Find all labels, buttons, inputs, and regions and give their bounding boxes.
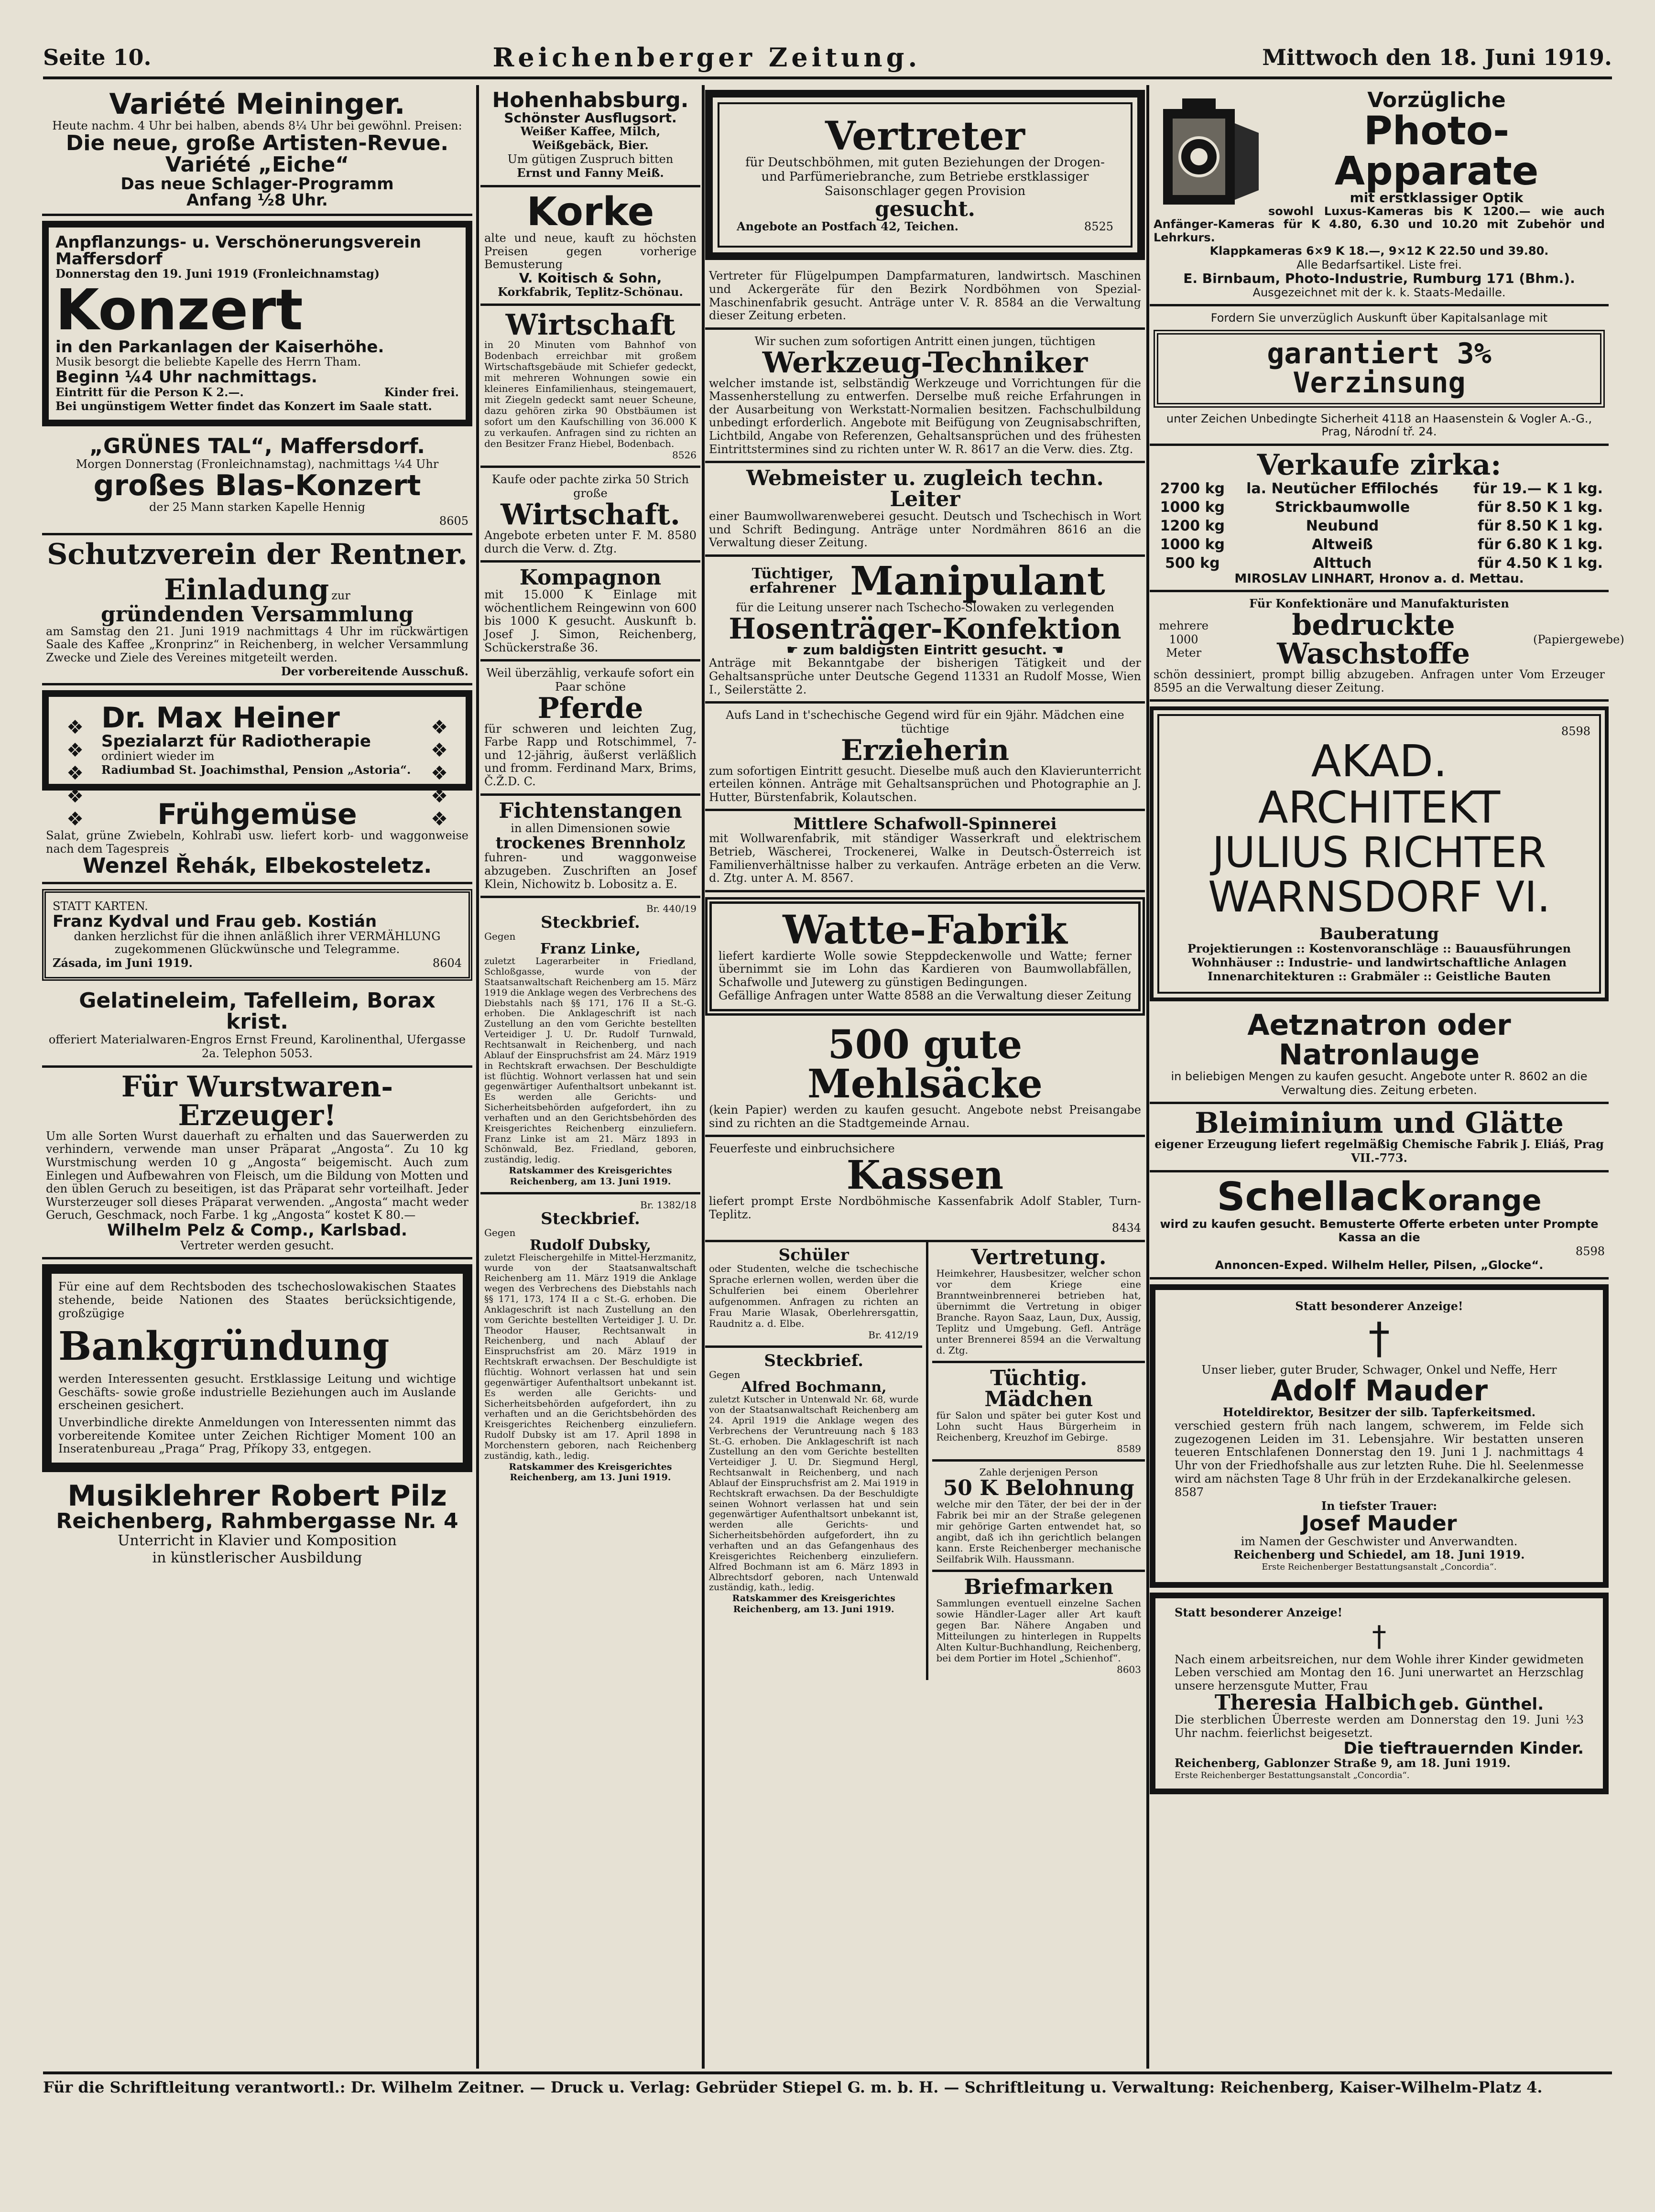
ad-row <box>55 386 459 400</box>
price-cell-item: la. Neutücher Effilochés <box>1246 480 1438 497</box>
ad-fruehgemuese <box>42 795 472 884</box>
cross-icon: † <box>1372 1619 1386 1653</box>
ad-text: Morgen Donnerstag (Fronleichnamstag), nachmittags ¼4 Uhr <box>76 457 439 471</box>
notice-steckbrief-3 <box>705 1348 922 1620</box>
price-cell-item: Neubund <box>1306 517 1379 534</box>
ad-title: Bankgründung <box>58 1323 390 1370</box>
interest-box <box>1154 330 1605 407</box>
ad-headline: orange <box>1427 1183 1542 1217</box>
ad-photo-apparate <box>1150 85 1609 306</box>
ad-text: liefert kardierte Wolle sowie Steppdeckenwolle und Watte; ferner übernimmt sie im Lohn das Kardieren von Baumwollabfällen, Schafwolle und Jutewerg zu günstigen Bedingungen. <box>719 949 1132 989</box>
ad-watte-fabrik <box>705 897 1145 1016</box>
ad-title: Watte-Fabrik <box>783 907 1067 953</box>
price-row <box>1154 479 1605 498</box>
newspaper-title: Reichenberger Zeitung. <box>492 42 921 73</box>
ad-text: Projektierungen :: Kostenvoranschläge :: Bauausführungen <box>1187 942 1571 956</box>
ad-text: Angebote an Postfach 42, Teichen. <box>737 219 959 233</box>
pointing-hand-icon: ☚ <box>1047 641 1064 658</box>
ad-text: Unterricht in Klavier und Komposition <box>118 1532 397 1549</box>
imprint: Für die Schriftleitung verantwortl.: Dr. Wilhelm Zeitner. — Druck u. Verlag: Gebrüder Stiepel G. m. b. H. — Schriftleitung u. Verwaltung: Reichenberg, Kaiser-Wilhelm-Platz 4. <box>43 2078 1543 2096</box>
column-3 <box>705 85 1145 2069</box>
cross-icon: † <box>1368 1313 1390 1364</box>
ad-statt-karten <box>42 889 472 980</box>
page-number: Seite 10. <box>43 44 152 70</box>
ad-text: Aufs Land in t'schechische Gegend wird für ein 9jähr. Mädchen eine tüchtige <box>726 708 1124 736</box>
ad-bankgruendung <box>42 1264 472 1472</box>
ad-title: Musiklehrer Robert Pilz <box>67 1479 447 1513</box>
ad-number: 8603 <box>1117 1664 1141 1676</box>
ad-fluegelpumpen <box>705 265 1145 329</box>
ad-text: der 25 Mann starken Kapelle Hennig <box>149 500 365 514</box>
ad-title: Schellack <box>1217 1174 1426 1220</box>
ad-title: Variété Meininger. <box>109 87 405 121</box>
ad-erzieherin <box>705 704 1145 811</box>
ad-text: Anfang ½8 Uhr. <box>186 191 328 210</box>
price-cell-price: für 6.80 K 1 kg. <box>1478 536 1603 553</box>
small-ads-grid <box>705 1242 1145 1680</box>
ad-text: Donnerstag den 19. Juni 1919 (Fronleichnamstag) <box>55 267 380 281</box>
ad-title: Mittlere Schafwoll-Spinnerei <box>793 814 1057 834</box>
ad-text: Angebote erbeten unter F. M. 8580 durch die Verw. d. Ztg. <box>484 528 697 555</box>
ad-row <box>1154 1174 1605 1220</box>
ad-headline: Schönster Ausflugsort. <box>504 109 677 126</box>
column-rule <box>476 85 479 2069</box>
ad-text: Wohnhäuser :: Industrie- und landwirtschaftliche Anlagen <box>1191 955 1567 969</box>
notice-text: zuletzt Fleischergehilfe in Mittel-Herzmanitz, wurde von der Staatsanwaltschaft Reichenberg am 11. März 1919 die Anklage wegen des Verbrechens des Diebstahls nach §§ 171, 173, 174 II a c St.-G. erhoben. Die Anklageschrift ist nach Zustellung an den vom Gerichte bestellten Verteidiger J. U. Dr. Theodor Hauser, Rechtsanwalt in Reichenberg, und nach Ablauf der Einspruchsfrist am 20. März 1919 in Rechtskraft erwachsen. Der Beschuldigte ist flüchtig. Wohnort verlassen hat und sein gegenwärtiger Aufenthaltsort unbekannt ist. Es werden alle Gerichts- und Sicherheitsbehörden aufgefordert, ihn zu verhaften und an die Gerichtsbehörden des Kreisgerichtes Reichenberg einzuliefern. Rudolf Dubsky ist am 17. April 1898 in Morchenstern geboren, nach Reichenberg zuständig, kath., ledig. <box>484 1252 697 1461</box>
ad-text: Vertreter werden gesucht. <box>180 1238 334 1252</box>
ad-text: in allen Dimensionen sowie <box>511 821 670 835</box>
ad-title: Pferde <box>537 691 643 725</box>
ad-title: Korke <box>526 189 654 235</box>
price-cell-item: Alttuch <box>1313 554 1372 572</box>
notice-text: verschied gestern früh nach langem, schwerem, im Felde sich zugezogenen Leiden im 31. Lebensjahre. Wir bestatten unseren teueren Entschlafenen Donnerstag den 19. Juni 1 J. nachmittags 4 Uhr von der Friedhofshalle aus zur letzten Ruhe. Die hl. Seelenmesse wird am nächsten Tage 8 Uhr früh in der Erzdekanalkirche gelesen. <box>1175 1419 1584 1486</box>
notice-text: Statt besonderer Anzeige! <box>1175 1605 1343 1619</box>
ad-text: in künstlerischer Ausbildung <box>152 1549 362 1566</box>
notice-text: Statt besonderer Anzeige! <box>1295 1299 1463 1313</box>
ad-hohenhabsburg <box>480 85 700 187</box>
ad-title: ARCHITEKT <box>1258 781 1501 833</box>
ad-briefmarken <box>932 1572 1145 1680</box>
ad-title: Briefmarken <box>964 1575 1114 1600</box>
ad-text: Zahle derjenigen Person <box>979 1466 1098 1478</box>
ad-meininger <box>42 85 472 216</box>
ad-headline: Vorzügliche <box>1367 88 1506 112</box>
issue-date: Mittwoch den 18. Juni 1919. <box>1262 44 1612 70</box>
ad-signature: Der vorbereitende Ausschuß. <box>281 664 468 678</box>
notice-text: zuletzt Kutscher in Untenwald Nr. 68, wurde von der Staatsanwaltschaft Reichenberg am 24. April 1919 die Anklage wegen des Verbrechens der Veruntreuung nach § 183 St.-G. erhoben. Die Anklageschrift ist nach Zustellung an den vom Gerichte bestellten Verteidiger J. U. Dr. Siegmund Hergl, Rechtsanwalt in Reichenberg, und nach Ablauf der Einspruchsfrist am 2. Mai 1919 in Rechtskraft erwachsen. Da der Beschuldigte seinen Wohnort verlassen hat und sein gegenwärtiger Aufenthaltsort unbekannt ist, werden alle Gerichts- und Sicherheitsbehörden aufgefordert, ihn zu verhaften und an das Gefangenhaus des Kreisgerichtes Reichenberg einzuliefern. Alfred Bochmann ist am 6. März 1893 in Albrechtsdorf geboren, nach Untenwald zuständig, kath., ledig. <box>709 1394 919 1593</box>
ad-title: Bleiminium und Glätte <box>1195 1106 1564 1140</box>
notice-name: Rudolf Dubsky, <box>530 1236 651 1254</box>
ad-text: Um alle Sorten Wurst dauerhaft zu erhalten und das Sauerwerden zu verhindern, verwende man unser Präparat „Angosta“. Zu 10 kg Wurstmischung werden 10 g „Angosta“ beigemischt. Auch zum Einlegen und Aufbewahren von Fleisch, um die Bildung von Motten und den üblen Geruch zu beseitigen, ist das Präparat sehr vorteilhaft. Jeder Wursterzeuger soll dieses Präparat verwenden. „Angosta“ macht weder Geruch, Geschmack, noch Farbe. 1 kg „Angosta“ kostet K 80.— <box>46 1129 468 1222</box>
ad-maedchen <box>932 1363 1145 1462</box>
ad-manipulant <box>705 557 1145 704</box>
column-rule <box>702 85 705 2069</box>
notice-title: Steckbrief. <box>764 1351 864 1371</box>
notice-mauder <box>1150 1284 1609 1588</box>
ad-korke <box>480 187 700 306</box>
ad-text: Ausgezeichnet mit der k. k. Staats-Medaille. <box>1252 285 1506 299</box>
ad-title: Dr. Max Heiner <box>101 701 340 735</box>
ad-kompagnon <box>480 563 700 661</box>
ad-number: 8589 <box>1117 1443 1141 1455</box>
notice-text: im Namen der Geschwister und Anverwandten. <box>1241 1534 1518 1548</box>
column-2 <box>480 85 700 2069</box>
ad-waschstoffe <box>1150 592 1624 702</box>
ad-title: bedruckte Waschstoffe <box>1277 608 1470 671</box>
notice-name: Alfred Bochmann, <box>740 1379 887 1396</box>
notice-steckbrief-1 <box>480 898 700 1194</box>
ad-headline: Einladung <box>164 573 329 607</box>
small-ads-left <box>705 1242 928 1680</box>
ad-title: 500 gute Mehlsäcke <box>807 1022 1043 1107</box>
notice-text: Gegen <box>484 1226 516 1238</box>
notice-text: Nach einem arbeitsreichen, nur dem Wohle ihrer Kinder gewidmeten Leben verschied am Montag den 16. Juni unerwartet an Herzschlag unsere herzensgute Mutter, Frau <box>1175 1652 1584 1692</box>
ad-text: Für Konfektionäre und Manufakturisten <box>1249 596 1509 611</box>
ad-title: Webmeister u. zugleich techn. Leiter <box>746 466 1104 512</box>
ad-schellack <box>1150 1172 1609 1279</box>
notice-text: Erste Reichenberger Bestattungsanstalt „Concordia“. <box>1262 1562 1497 1572</box>
price-cell-qty: 2700 kg <box>1160 480 1225 497</box>
ad-title: Fichtenstangen <box>499 798 682 823</box>
ad-text: Anpflanzungs- u. Verschönerungsverein Maffersdorf <box>55 233 422 269</box>
notice-number: Br. 440/19 <box>646 903 697 915</box>
ad-headline: Das neue Schlager-Programm <box>120 174 394 194</box>
ad-title: Kompagnon <box>519 565 662 590</box>
ad-pferde <box>480 661 700 796</box>
ad-row <box>46 573 468 607</box>
ad-headline: Hosenträger-Konfektion <box>729 612 1121 646</box>
price-cell-price: für 8.50 K 1 kg. <box>1478 499 1603 516</box>
ad-text: Tüchtiger, erfahrener <box>749 565 836 596</box>
ad-text: (Papiergewebe) <box>1533 632 1624 646</box>
ad-text: mehrere 1000 Meter <box>1159 618 1209 660</box>
ad-wirtschaft-1 <box>480 306 700 468</box>
ad-text: ordiniert wieder im <box>101 749 215 763</box>
ad-title: Aetznatron oder <box>1247 1008 1511 1042</box>
column-4 <box>1150 85 1624 2069</box>
ad-text: liefert prompt Erste Nordböhmische Kassenfabrik Adolf Stabler, Turn-Teplitz. <box>709 1194 1141 1221</box>
notice-name: Franz Linke, <box>540 941 641 958</box>
ornament-border-icon: ❖ ❖ ❖ ❖ ❖ <box>431 716 448 831</box>
ad-schafwoll <box>705 811 1145 892</box>
ad-text: wird zu kaufen gesucht. Bemusterte Offerte erbeten unter Prompte Kassa an die <box>1160 1217 1599 1245</box>
notice-number: 8587 <box>1175 1486 1204 1499</box>
ad-vertreter <box>705 90 1145 260</box>
price-cell-price: für 8.50 K 1 kg. <box>1478 517 1603 534</box>
ad-headline: großes Blas-Konzert <box>93 468 421 502</box>
price-table <box>1154 479 1605 573</box>
ad-title: Kassen <box>846 1152 1004 1199</box>
ad-number: 8598 <box>1575 1245 1605 1258</box>
ad-text: welche mir den Täter, der bei der in der Fabrik bei mir an der Straße gelegenen mir gehörige Garten entwendet hat, so angibt, daß ich ihn gerichtlich belangen kann. Erste Reichenberger mechanische Seilfabrik Wilh. Haussmann. <box>936 1498 1141 1565</box>
ad-text: welcher imstande ist, selbständig Werkzeuge und Vorrichtungen für die Massenherstellung zu entwerfen. Derselbe muß reiche Erfahrungen in der Ausarbeitung von Werkstatt-Normalien besitzen. Fachschulbildung unbedingt erforderlich. Angebote mit Beifügung von Zeugnisabschriften, Lichtbild, Angabe von Referenzen, Gehaltsansprüchen und des frühesten Eintrittstermines sind zu richten unter W. R. 8617 an die Verw. dies. Ztg. <box>709 376 1141 456</box>
ad-title: Schutzverein der Rentner. <box>47 537 468 571</box>
ad-text: Annoncen-Exped. Wilhelm Heller, Pilsen, „Glocke“. <box>1215 1258 1544 1272</box>
ad-title: Werkzeug-Techniker <box>762 346 1088 380</box>
page-footer <box>43 2071 1612 2107</box>
ad-title: Verkaufe zirka: <box>1257 448 1502 482</box>
ad-text: Wir suchen zum sofortigen Antritt einen jungen, tüchtigen <box>754 334 1096 348</box>
ad-text: zum sofortigen Eintritt gesucht. Dieselbe muß auch den Klavierunterricht erteilen können. Anträge mit Gehaltsansprüchen und Photographie an J. Hutter, Bürstenfabrik, Kolautschen. <box>709 764 1141 804</box>
ad-architekt <box>1150 706 1609 1001</box>
ad-number: 8525 <box>1084 219 1113 233</box>
ad-headline: Bauberatung <box>1319 924 1439 944</box>
ad-konzert <box>42 221 472 426</box>
ad-text: unter Zeichen Unbedingte Sicherheit 4118 an Haasenstein & Vogler A.-G., Prag, Národní tř. 24. <box>1166 412 1592 439</box>
notice-halbich <box>1150 1593 1609 1794</box>
ad-text: STATT KARTEN. <box>53 900 148 913</box>
ad-kassen <box>705 1137 1145 1242</box>
page-header <box>43 38 1612 79</box>
notice-steckbrief-2 <box>480 1194 700 1488</box>
ad-mehlsaecke <box>705 1020 1145 1137</box>
notice-text: Unser lieber, guter Bruder, Schwager, Onkel und Neffe, Herr <box>1201 1363 1557 1377</box>
ad-headline: mit erstklassiger Optik <box>1350 190 1524 206</box>
column-1 <box>42 85 472 2069</box>
ad-text: schön dessiniert, prompt billig abzugeben. Anfragen unter Vom Erzeuger 8595 an die Verwaltung dieser Zeitung. <box>1154 668 1605 694</box>
price-row <box>1154 517 1605 535</box>
ad-title: Tüchtig. Mädchen <box>984 1366 1093 1412</box>
ad-title: Wirtschaft <box>505 308 675 342</box>
ad-text: zum baldigsten Eintritt gesucht. <box>803 641 1047 658</box>
ad-text: Gefällige Anfragen unter Watte 8588 an die Verwaltung dieser Zeitung <box>719 988 1132 1002</box>
ad-text: am Samstag den 21. Juni 1919 nachmittags 4 Uhr im rückwärtigen Saale des Kaffee „Kronprinz“ in Reichenberg, in welcher Versammlung Zwecke und Ziele des Vereines mitgeteilt werden. <box>46 624 468 664</box>
ad-headline: Reichenberg, Rahmbergasse Nr. 4 <box>56 1509 458 1533</box>
ad-text: Beginn ¼4 Uhr nachmittags. <box>55 368 317 387</box>
notice-row <box>1175 1692 1584 1713</box>
ad-title: WARNSDORF VI. <box>1208 872 1551 922</box>
ad-title: Wirtschaft. <box>501 498 680 531</box>
ad-text: eigener Erzeugung liefert regelmäßig Chemische Fabrik J. Eliáš, Prag VII.-773. <box>1154 1137 1604 1165</box>
ad-aetznatron <box>1150 1006 1609 1104</box>
price-cell-price: für 4.50 K 1 kg. <box>1478 554 1603 572</box>
ad-text: Bei ungünstigem Wetter findet das Konzert im Saale statt. <box>55 399 432 413</box>
ad-text: für Deutschböhmen, mit guten Beziehungen der Drogen- und Parfümeriebranche, zum Betriebe erstklassiger Saisonschlager gegen Provision <box>745 155 1105 198</box>
notice-text: zuletzt Lagerarbeiter in Friedland, Schloßgasse, wurde von der Staatsanwaltschaft Reichenberg am 15. März 1919 die Anklage wegen des Verbrechens des Diebstahls nach §§ 171, 176 II a St.-G. erhoben. Die Anklageschrift ist nach Zustellung an den vom Gerichte bestellten Verteidiger J. U. Dr. Rudolf Turnwald, Rechtsanwalt in Reichenberg, und nach Ablauf der Einspruchsfrist am 24. März 1919 in Rechtskraft erwachsen. Der Beschuldigte ist flüchtig. Wohnort verlassen hat und sein gegenwärtiger Aufenthaltsort unbekannt ist. Es werden alle Gerichts- und Sicherheitsbehörden aufgefordert, ihn zu verhaften und an den Gerichtsbehörden des Kreisgerichtes Reichenberg einzuliefern. Franz Linke ist am 21. März 1893 in Schönwald, Bez. Friedland, geboren, zuständig, ledig. <box>484 956 697 1165</box>
ad-text: Feuerfeste und einbruchsichere <box>709 1142 895 1156</box>
ad-text: Vertreter für Flügelpumpen Dampfarmaturen, landwirtsch. Maschinen und Ackergeräte für den Bezirk Nordböhmen von Spezial-Maschinenfabrik gesucht. Anträge unter V. R. 8584 an die Verwaltung dieser Zeitung erbeten. <box>709 269 1141 323</box>
notice-name: Theresia Halbich <box>1214 1691 1417 1715</box>
ad-number: 8598 <box>1561 725 1590 738</box>
notice-number: Br. 1382/18 <box>640 1199 697 1211</box>
price-cell-qty: 1000 kg <box>1160 499 1225 516</box>
ad-text: Heute nachm. 4 Uhr bei halben, abends 8¼ Uhr bei gewöhnl. Preisen: <box>52 119 462 133</box>
ad-title: Frühgemüse <box>157 797 357 831</box>
price-cell-price: für 19.— K 1 kg. <box>1473 480 1603 497</box>
ad-text: Kaufe oder pachte zirka 50 Strich große <box>491 473 689 500</box>
ad-kapitalsanlage <box>1150 306 1609 445</box>
ad-text: Korkfabrik, Teplitz-Schönau. <box>498 284 683 299</box>
price-row <box>1154 498 1605 517</box>
ad-wirtschaft-2 <box>480 468 700 563</box>
ad-title: garantiert 3% Verzinsung <box>1267 337 1492 400</box>
ad-headline: Variété „Eiche“ <box>165 152 349 177</box>
column-rule <box>1146 85 1149 2069</box>
price-cell-item: Altweiß <box>1312 536 1373 553</box>
ad-text: in beliebigen Mengen zu kaufen gesucht. Angebote unter R. 8602 an die Verwaltung dies. Zeitung erbeten. <box>1171 1069 1588 1097</box>
price-row <box>1154 535 1605 554</box>
notice-name: Adolf Mauder <box>1270 1374 1488 1408</box>
ad-text: Weißer Kaffee, Milch, Weißgebäck, Bier. <box>520 124 661 152</box>
ad-schutzverein <box>42 535 472 686</box>
ad-werkzeug-techniker <box>705 330 1145 463</box>
ad-row <box>709 558 1141 604</box>
ad-text: sowohl Luxus-Kameras bis K 1200.— wie auch Anfänger-Kameras für K 4.80, 6.30 und 10.20 mit Zubehör und Lehrkurs. <box>1154 204 1605 244</box>
ad-text: Weil überzählig, verkaufe sofort ein Paar schöne <box>486 666 695 694</box>
ad-headline: trockenes Brennholz <box>495 834 686 853</box>
notice-text: Reichenberg und Schiedel, am 18. Juni 1919. <box>1233 1548 1525 1562</box>
ad-text: Zásada, im Juni 1919. <box>53 955 193 970</box>
ad-headline: E. Birnbaum, Photo-Industrie, Rumburg 171 (Bhm.). <box>1183 271 1575 287</box>
small-ads-right <box>928 1242 1145 1680</box>
ad-title: Für Wurstwaren-Erzeuger! <box>121 1070 393 1132</box>
ad-text: Innenarchitekturen :: Grabmäler :: Geistliche Bauten <box>1208 969 1551 983</box>
ad-fichtenstangen <box>480 796 700 899</box>
ad-title: Schüler <box>778 1246 849 1265</box>
notice-text: Ratskammer des Kreisgerichtes Reichenberg, am 13. Juni 1919. <box>509 1461 672 1483</box>
ornament-border-icon: ❖ ❖ ❖ ❖ ❖ <box>66 716 84 831</box>
ad-musiklehrer <box>42 1477 472 1572</box>
ad-text: in den Parkanlagen der Kaiserhöhe. <box>55 337 384 357</box>
ad-text: offeriert Materialwaren-Engros Ernst Freund, Karolinenthal, Ufergasse 2a. Telephon 5053. <box>48 1033 466 1061</box>
ad-text: alte und neue, kauft zu höchsten Preisen gegen vorherige Bemusterung <box>484 231 697 271</box>
ad-text: für die Leitung unserer nach Tschecho-Slowaken zu verlegenden <box>736 600 1114 614</box>
ad-text: Anträge mit Bekanntgabe der bisherigen Tätigkeit und der Gehaltsansprüche unter Deutsche Gegend 11331 an Rudolf Mosse, Wien I., Seilerstätte 2. <box>709 656 1141 696</box>
ad-text: für Salon und später bei guter Kost und Lohn sucht Haus Bürgerheim in Reichenberg, Kreuzhof im Gebirge. <box>936 1410 1141 1443</box>
notice-text: Hoteldirektor, Besitzer der silb. Tapferkeitsmed. <box>1222 1405 1536 1420</box>
price-row <box>1154 554 1605 573</box>
ad-headline: Wenzel Řehák, Elbekosteletz. <box>82 854 432 878</box>
notice-text: Reichenberg, Gablonzer Straße 9, am 18. Juni 1919. <box>1175 1756 1511 1770</box>
ad-text: Salat, grüne Zwiebeln, Kohlrabi usw. liefert korb- und waggonweise nach dem Tagespreis <box>46 828 468 856</box>
ad-text: (kein Papier) werden zu kaufen gesucht. Angebote nebst Preisangabe sind zu richten an die Stadtgemeinde Arnau. <box>709 1103 1141 1130</box>
ad-number: 8434 <box>1111 1221 1141 1235</box>
ad-title: Manipulant <box>850 558 1105 604</box>
ad-text: Eintritt für die Person K 2.—. <box>55 385 244 399</box>
notice-text: Die sterblichen Überreste werden am Donnerstag den 19. Juni ½3 Uhr nachm. feierlichst beigesetzt. <box>1175 1713 1584 1740</box>
ad-title: JULIUS RICHTER <box>1212 828 1546 878</box>
price-cell-qty: 1000 kg <box>1160 536 1225 553</box>
ad-row <box>1154 608 1624 671</box>
ad-text: zur <box>331 588 350 602</box>
ad-text: Um gütigen Zuspruch bitten <box>507 152 674 166</box>
ad-text: werden Interessenten gesucht. Erstklassige Leitung und wichtige Geschäfts- sowie große industrielle Beziehungen auch im Auslande erscheinen gesichert. <box>58 1372 456 1412</box>
ad-text: mit 15.000 K Einlage mit wöchentlichem Reingewinn von 600 bis 1000 K gesucht. Auskunft b. Josef J. Simon, Reichenberg, Schückerstraße 36. <box>484 588 697 654</box>
ad-title: Vertretung. <box>971 1245 1107 1270</box>
ad-headline: AKAD. <box>1311 736 1448 787</box>
ad-gelatineleim <box>42 986 472 1068</box>
ad-belohnung <box>932 1462 1145 1572</box>
notice-text: Ratskammer des Kreisgerichtes Reichenberg, am 13. Juni 1919. <box>509 1165 672 1187</box>
ad-text: Heimkehrer, Hausbesitzer, welcher schon vor dem Kriege eine Branntweinbrennerei betrieben hat, übernimmt die Vertretung in obiger Branche. Rayon Saaz, Laun, Dux, Aussig, Teplitz und Umgebung. Gefl. Anträge unter Brennerei 8594 an die Verwaltung d. Ztg. <box>936 1268 1141 1356</box>
notice-text: Gegen <box>484 931 516 943</box>
ad-number: 8605 <box>439 514 468 528</box>
ad-vertretung <box>932 1242 1145 1363</box>
ad-text: Musik besorgt die beliebte Kapelle des Herrn Tham. <box>55 355 361 369</box>
ad-title: 50 K Belohnung <box>943 1476 1134 1501</box>
ad-gruenes-tal <box>42 431 472 535</box>
notice-text: In tiefster Trauer: <box>1321 1498 1437 1513</box>
ad-title: Gelatineleim, Tafelleim, Borax krist. <box>79 988 436 1034</box>
ad-text: oder Studenten, welche die tschechische Sprache erlernen wollen, werden über die Schulferien bei einem Oberlehrer aufgenommen. Anfragen zu richten an Frau Marie Wlasak, Oberlehrersgattin, Raudnitz a. d. Elbe. <box>709 1263 919 1330</box>
ad-headline: Franz Kydval und Frau geb. Kostián <box>53 911 377 931</box>
ad-text: einer Baumwollwarenweberei gesucht. Deutsch und Tschechisch in Wort und Schrift Bedingung. Anträge unter Nordmähren 8616 an die Verwaltung dieser Zeitung. <box>709 510 1141 550</box>
ad-headline: Spezialarzt für Radiotherapie <box>101 731 371 751</box>
ad-text: Kinder frei. <box>384 385 459 399</box>
ad-row <box>53 956 462 970</box>
ad-text: für schweren und leichten Zug, Farbe Rapp und Rotschimmel, 7- und 12-jährig, äußerst verläßlich und fromm. Ferdinand Marx, Brims, Č.Ž.D. C. <box>484 722 697 789</box>
ad-title: „GRÜNES TAL“, Maffersdorf. <box>89 434 425 459</box>
ad-headline: Wilhelm Pelz & Comp., Karlsbad. <box>107 1221 407 1240</box>
notice-text: Ratskammer des Kreisgerichtes Reichenberg, am 13. Juni 1919. <box>732 1593 895 1615</box>
ad-text: Sammlungen eventuell einzelne Sachen sowie Händler-Lager aller Art kauft gegen Bar. Nähere Angaben und Mitteilungen zu hinterlegen in Ruppelts Alten Kultur-Buchhandlung, Reichenberg, bei dem Portier im Hotel „Schienhof“. <box>936 1597 1141 1664</box>
ad-headline: gesucht. <box>875 196 975 221</box>
ad-headline: MIROSLAV LINHART, Hronov a. d. Mettau. <box>1234 571 1524 586</box>
ad-number: 8526 <box>672 449 697 461</box>
ad-headline: gründenden Versammlung <box>101 602 414 627</box>
ad-title: Hohenhabsburg. <box>492 88 689 112</box>
ad-text: Radiumbad St. Joachimsthal, Pension „Astoria“. <box>101 763 411 777</box>
ad-webmeister <box>705 463 1145 557</box>
ad-text: fuhren- und waggonweise abzugeben. Zuschriften an Josef Klein, Nichowitz b. Lobositz a. E. <box>484 851 697 891</box>
ad-title: Erzieherin <box>840 733 1010 767</box>
ad-text: Alle Bedarfsartikel. Liste frei. <box>1296 258 1462 272</box>
notice-title: Steckbrief. <box>541 1209 640 1228</box>
ad-text: Fordern Sie unverzüglich Auskunft über Kapitalsanlage mit <box>1210 311 1548 325</box>
ad-title: Vertreter <box>825 113 1025 159</box>
ad-number: Br. 412/19 <box>868 1329 919 1341</box>
ad-text: in 20 Minuten vom Bahnhof von Bodenbach erreichbar mit großem Wirtschaftsgebäude mit Schiefer gedeckt, mit mehreren Wohnungen sowie ein kleineres Einfamilienhaus, steingemauert, mit Ziegeln gedeckt samt neuer Scheune, dazu gehören zirka 90 Obstbäumen ist sofort um den Kaufschilling von 36.000 K zu verkaufen. Anfragen sind zu richten an den Besitzer Franz Hiebel, Bodenbach. <box>484 339 697 450</box>
camera-icon <box>1154 90 1263 214</box>
ad-schueler <box>705 1242 922 1348</box>
notice-text: Gegen <box>709 1369 740 1381</box>
notice-text: geb. Günthel. <box>1419 1695 1544 1714</box>
price-cell-qty: 500 kg <box>1165 554 1220 572</box>
ad-text: Für eine auf dem Rechtsboden des tschechoslowakischen Staates stehende, beide Nationen des Staates berücksichtigende, großzügige <box>58 1280 456 1320</box>
ad-bleiminium <box>1150 1104 1609 1172</box>
notice-title: Steckbrief. <box>541 913 640 933</box>
ad-text: Ernst und Fanny Meiß. <box>517 165 664 180</box>
ad-number: 8604 <box>432 956 462 970</box>
ad-text: danken herzlichst für die ihnen anläßlich ihrer VERMÄHLUNG zugekommenen Glückwünsche und Telegramme. <box>74 929 441 956</box>
notice-text: Erste Reichenberger Bestattungsanstalt „Concordia“. <box>1175 1770 1410 1781</box>
ad-verkaufe <box>1150 446 1609 593</box>
notice-signature: Josef Mauder <box>1301 1511 1457 1536</box>
ad-wurstwaren <box>42 1068 472 1260</box>
ad-headline: Die neue, große Artisten-Revue. <box>65 130 449 155</box>
ad-text: Klappkameras 6×9 K 18.—, 9×12 K 22.50 und 39.80. <box>1209 244 1549 258</box>
ad-title: Konzert <box>55 277 303 343</box>
ad-row <box>737 220 1113 234</box>
ad-headline: V. Koitisch & Sohn, <box>519 270 662 286</box>
price-cell-item: Strickbaumwolle <box>1274 499 1410 516</box>
ad-text: Unverbindliche direkte Anmeldungen von Interessenten nimmt das vorbereitende Komitee unter Zeichen Richtiger Moment 100 an Inseratenbureau „Praga“ Prag, Příkopy 33, entgegen. <box>58 1416 456 1456</box>
price-cell-qty: 1200 kg <box>1160 517 1225 534</box>
ad-text: mit Wollwarenfabrik, mit ständiger Wasserkraft und elektrischem Betrieb, Wäscherei, Trockenerei, Walke in Deutsch-Österreich ist Familienverhältnisse halber zu verkaufen. Anträge erbeten an die Verw. d. Ztg. unter A. M. 8567. <box>709 832 1141 885</box>
ad-title: Photo-Apparate <box>1334 108 1539 194</box>
pointing-hand-icon: ☛ <box>786 641 803 658</box>
notice-signature: Die tieftrauernden Kinder. <box>1343 1738 1584 1758</box>
ad-title: Natronlauge <box>1278 1038 1480 1072</box>
